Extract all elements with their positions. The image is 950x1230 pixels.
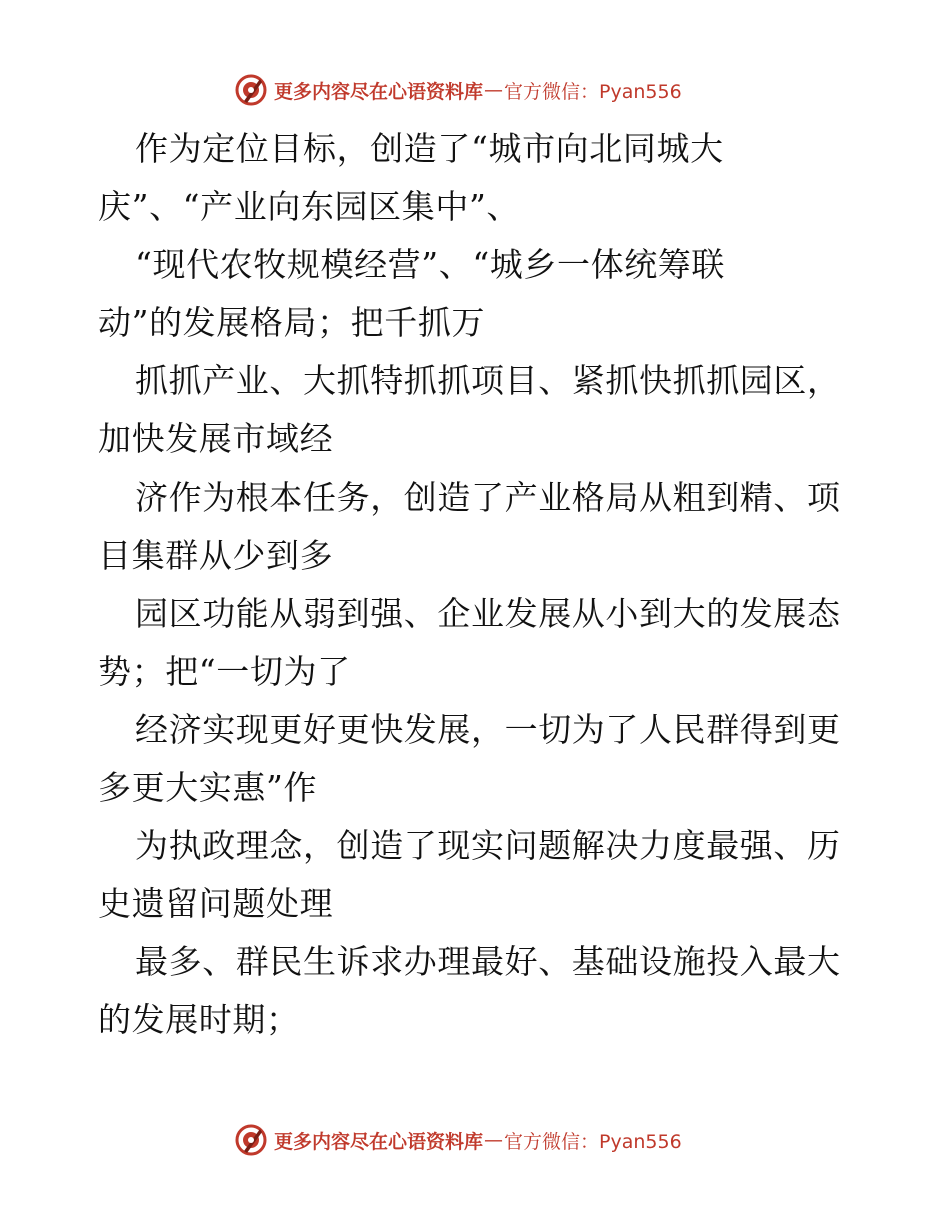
text-line: “现代农牧规模经营”、“城乡一体统筹联	[135, 245, 726, 284]
text-line: 势；把“一切为了	[98, 652, 351, 691]
text-line: 最多、群民生诉求办理最好、基础设施投入最大	[135, 942, 841, 981]
text-line: 抓抓产业、大抓特抓抓项目、紧抓快抓抓园区，	[135, 361, 841, 400]
text-line: 史遗留问题处理	[98, 884, 334, 923]
watermark-dash: —	[484, 1129, 504, 1151]
quill-logo-icon	[234, 1123, 268, 1157]
text-line: 作为定位目标，创造了“城市向北同城大	[135, 129, 724, 168]
text-line: 园区功能从弱到强、企业发展从小到大的发展态	[135, 594, 841, 633]
text-line: 庆”、“产业向东园区集中”、	[98, 187, 521, 226]
watermark-dash: —	[484, 79, 504, 101]
text-line: 加快发展市域经	[98, 419, 334, 458]
watermark-text: 更多内容尽在心语资料库	[274, 80, 484, 103]
text-line: 济作为根本任务，创造了产业格局从粗到精、项	[135, 478, 841, 517]
text-line: 动”的发展格局；把千抓万	[98, 303, 486, 342]
watermark-wechat: 官方微信：Pyan556	[504, 80, 682, 103]
text-line: 的发展时期；	[98, 1000, 300, 1039]
text-line: 多更大实惠”作	[98, 768, 318, 807]
text-line: 目集群从少到多	[98, 536, 334, 575]
footer-watermark	[234, 1122, 682, 1158]
text-line: 为执政理念，创造了现实问题解决力度最强、历	[135, 826, 841, 865]
text-line: 经济实现更好更快发展，一切为了人民群得到更	[135, 710, 841, 749]
watermark-wechat: 官方微信：Pyan556	[504, 1130, 682, 1153]
watermark-text: 更多内容尽在心语资料库	[274, 1130, 484, 1153]
